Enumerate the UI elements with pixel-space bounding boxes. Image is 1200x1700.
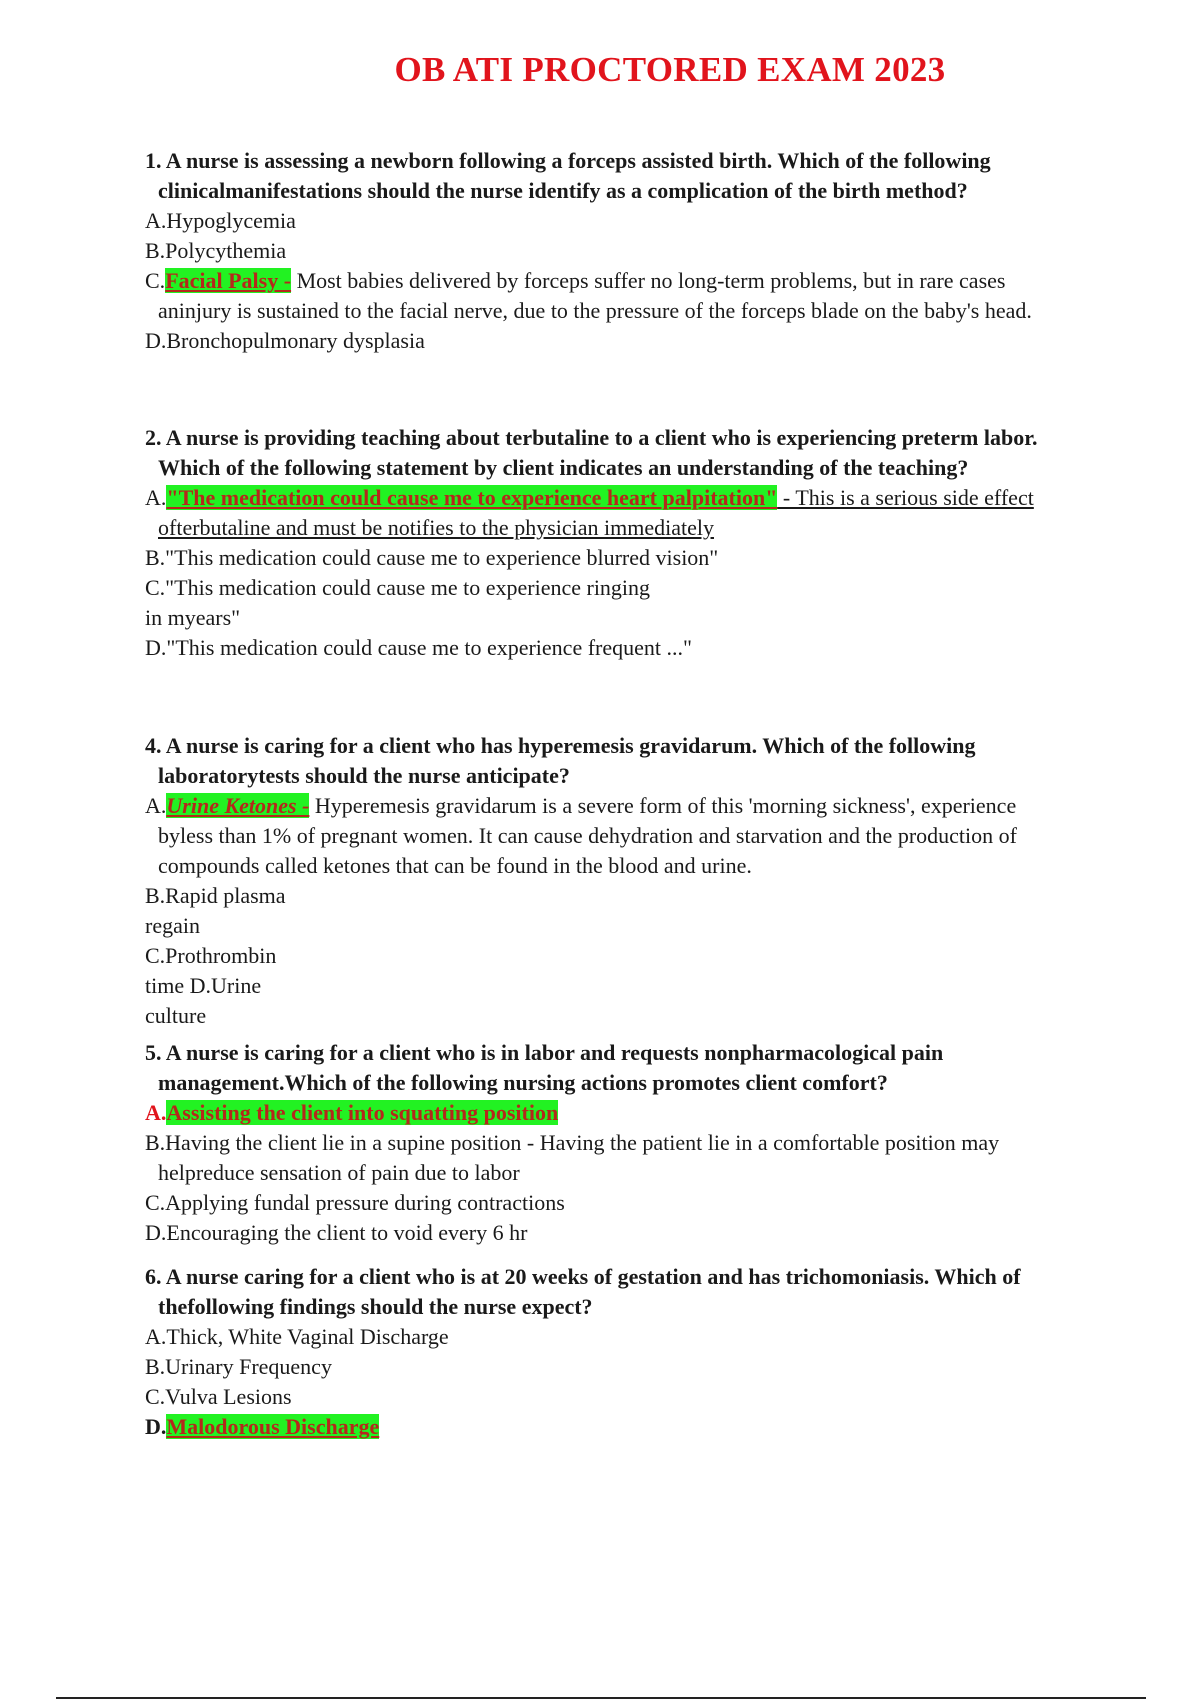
question-4-option-a [145, 791, 1065, 881]
question-5-option-b: B.Having the client lie in a supine position - Having the patient lie in a comfortable position may helpreduce sensation of pain due to labor [145, 1130, 1000, 1185]
document-title: OB ATI PROCTORED EXAM 2023 [394, 50, 946, 89]
question-6-stem: 6. A nurse caring for a client who is at 20 weeks of gestation and has trichomoniasis. Which of thefollowing findings should the nurse expect? [145, 1264, 1021, 1319]
question-6-option-c: C.Vulva Lesions [145, 1384, 292, 1409]
question-6-option-b: B.Urinary Frequency [145, 1354, 332, 1379]
question-2-option-c [145, 573, 1065, 633]
bottom-divider [56, 1697, 1146, 1699]
question-4-option-c-line2: time D.Urine [145, 973, 262, 998]
question-4-option-c-line1: C.Prothrombin [145, 943, 277, 968]
question-4-rationale: Hyperemesis gravidarum is a severe form of this 'morning sickness', experience byless than 1% of pregnant women. It can cause dehydration and starvation and the production of compounds called ketones that can be found in the blood and urine. [158, 793, 1017, 878]
question-5-option-a-letter: A. [145, 1100, 167, 1125]
question-4 [145, 731, 1065, 1031]
question-1 [145, 146, 1065, 356]
question-6-correct-answer: Malodorous Discharge [166, 1414, 380, 1439]
question-6-option-d [145, 1412, 1065, 1442]
question-2-stem: 2. A nurse is providing teaching about terbutaline to a client who is experiencing preterm labor. Which of the following statement by client indicates an understanding of the teaching? [145, 425, 1038, 480]
question-6 [145, 1262, 1065, 1442]
question-2-option-c-line1: C."This medication could cause me to experience ringing [145, 575, 651, 600]
question-4-correct-answer: Urine Ketones - [166, 793, 310, 818]
question-2-rationale: - This is a serious side effect ofterbutaline and must be notifies to the physician immediately [158, 485, 1034, 540]
question-4-option-b-line1: B.Rapid plasma [145, 883, 286, 908]
question-2-option-d: D."This medication could cause me to experience frequent ..." [145, 635, 692, 660]
question-4-option-a-letter: A. [145, 793, 167, 818]
question-1-option-c [145, 266, 1065, 326]
question-1-option-a: A.Hypoglycemia [145, 208, 296, 233]
question-2-correct-answer: "The medication could cause me to experience heart palpitation" [166, 485, 778, 510]
question-5-correct-answer: Assisting the client into squatting position [166, 1100, 559, 1125]
question-1-rationale: Most babies delivered by forceps suffer no long-term problems, but in rare cases aninjury is sustained to the facial nerve, due to the pressure of the forceps blade on the baby's head. [158, 268, 1032, 323]
question-5-stem: 5. A nurse is caring for a client who is in labor and requests nonpharmacological pain management.Which of the following nursing actions promotes client comfort? [145, 1040, 944, 1095]
question-4-option-b [145, 881, 1065, 1031]
question-1-option-b: B.Polycythemia [145, 238, 287, 263]
question-1-correct-answer: Facial Palsy - [165, 268, 292, 293]
question-1-option-d: D.Bronchopulmonary dysplasia [145, 328, 425, 353]
question-2-option-b: B."This medication could cause me to experience blurred vision" [145, 545, 719, 570]
question-5-option-c: C.Applying fundal pressure during contractions [145, 1190, 565, 1215]
question-6-option-a: A.Thick, White Vaginal Discharge [145, 1324, 449, 1349]
question-2-option-c-line2: in myears" [145, 605, 241, 630]
question-4-option-b-line2: regain [145, 913, 200, 938]
question-2-option-a-letter: A. [145, 485, 167, 510]
question-2-option-a [145, 483, 1065, 543]
question-4-option-d-line: culture [145, 1003, 207, 1028]
question-1-option-c-letter: C. [145, 268, 166, 293]
question-1-stem: 1. A nurse is assessing a newborn following a forceps assisted birth. Which of the following clinicalmanifestations should the nurse identify as a complication of the birth method? [145, 148, 991, 203]
question-5-option-d: D.Encouraging the client to void every 6 hr [145, 1220, 528, 1245]
question-5-option-a [145, 1098, 1065, 1128]
question-5 [145, 1038, 1065, 1248]
question-6-option-d-letter: D. [145, 1414, 167, 1439]
question-2 [145, 423, 1065, 663]
question-4-stem: 4. A nurse is caring for a client who has hyperemesis gravidarum. Which of the following laboratorytests should the nurse anticipate? [145, 733, 976, 788]
